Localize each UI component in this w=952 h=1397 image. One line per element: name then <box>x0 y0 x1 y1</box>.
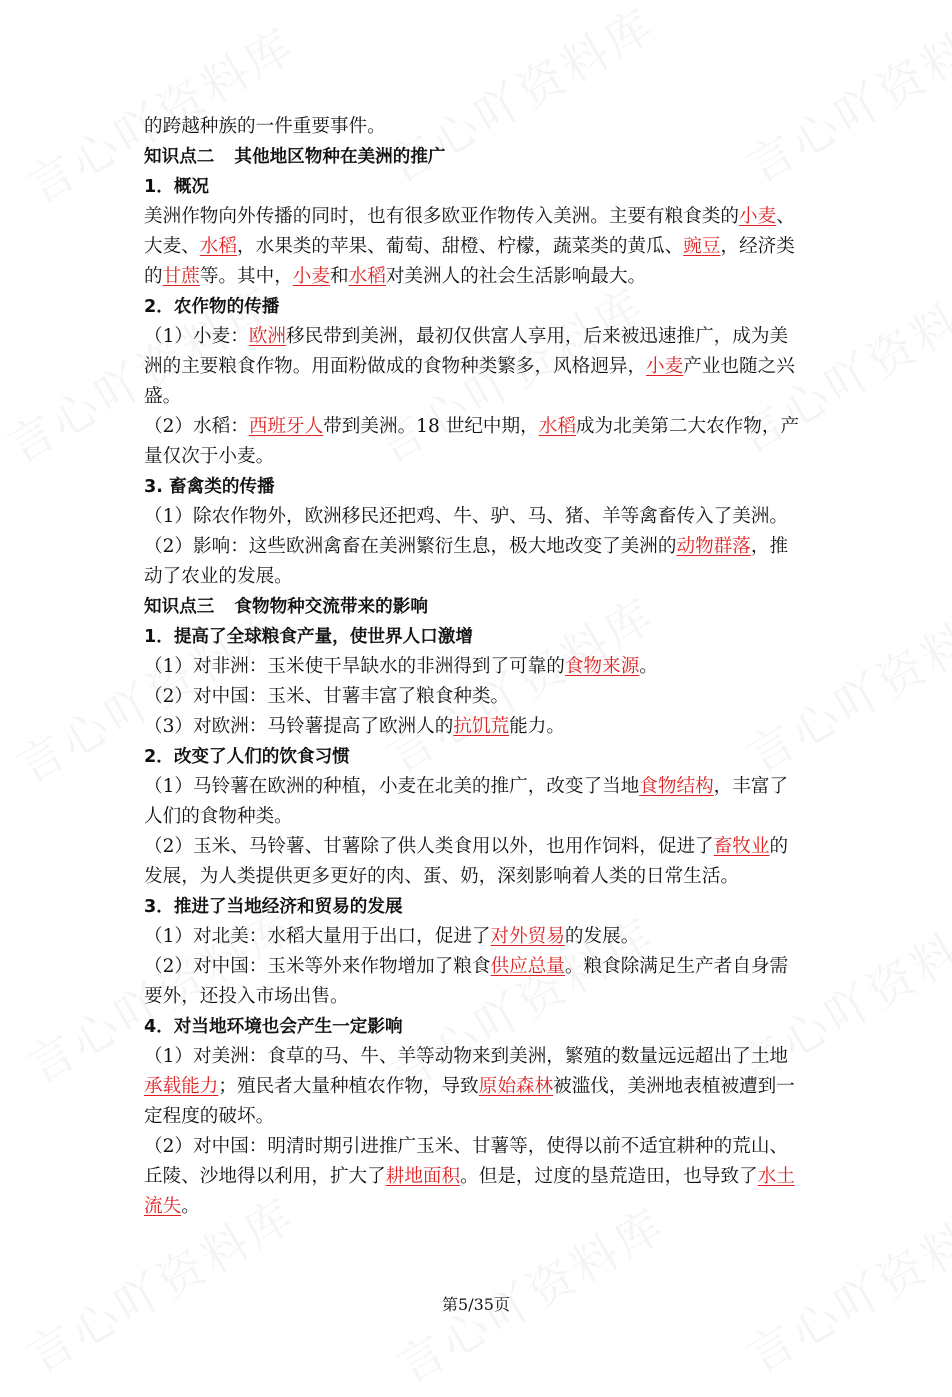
text-line <box>144 322 816 352</box>
answer-keyword: 西班牙人 <box>248 416 324 437</box>
text-fragment: 的 <box>144 266 163 287</box>
text-fragment: 丘陵、沙地得以利用，扩大了 <box>144 1166 386 1187</box>
knowledge-point-heading <box>144 142 816 172</box>
text-fragment: （1）对美洲：食草的马、牛、羊等动物来到美洲，繁殖的数量远远超出了土地 <box>144 1046 789 1067</box>
text-line <box>144 832 816 862</box>
text-fragment: 发展，为人类提供更多更好的肉、蛋、奶，深刻影响着人类的日常生活。 <box>144 866 740 887</box>
text-line <box>144 772 816 802</box>
text-line <box>144 682 816 712</box>
text-fragment: 大麦、 <box>144 236 200 257</box>
text-fragment: ，丰富了 <box>713 776 789 797</box>
text-line <box>144 802 816 832</box>
text-fragment: 、 <box>776 206 795 227</box>
text-fragment: （2）影响：这些欧洲禽畜在美洲繁衍生息，极大地改变了美洲的 <box>144 536 677 557</box>
text-line <box>144 262 816 292</box>
text-fragment: 量仅次于小麦。 <box>144 446 275 467</box>
section-heading <box>144 622 816 652</box>
text-fragment: 对美洲人的社会生活影响最大。 <box>385 266 647 287</box>
text-fragment: 4．对当地环境也会产生一定影响 <box>144 1017 403 1037</box>
answer-keyword: 甘蔗 <box>162 266 200 287</box>
text-fragment: ，推 <box>750 536 789 557</box>
section-heading <box>144 1012 816 1042</box>
text-fragment: 移民带到美洲，最初仅供富人享用，后来被迅速推广，成为美 <box>286 326 789 347</box>
text-fragment: 产业也随之兴 <box>683 356 795 377</box>
text-line <box>144 862 816 892</box>
answer-keyword: 供应总量 <box>490 956 565 977</box>
document-body <box>144 112 816 1222</box>
answer-keyword: 承载能力 <box>144 1076 219 1097</box>
text-line <box>144 952 816 982</box>
text-fragment: 美洲作物向外传播的同时，也有很多欧亚作物传入美洲。主要有粮食类的 <box>144 206 740 227</box>
answer-keyword: 小麦 <box>739 206 777 227</box>
answer-keyword: 食物来源 <box>564 656 640 677</box>
knowledge-point-label: 知识点三 <box>144 597 215 617</box>
answer-keyword: 水稻 <box>199 236 237 257</box>
text-fragment: 1．提高了全球粮食产量，使世界人口激增 <box>144 627 473 647</box>
text-fragment: （1）除农作物外，欧洲移民还把鸡、牛、驴、马、猪、羊等禽畜传入了美洲。 <box>144 506 789 527</box>
text-line <box>144 232 816 262</box>
text-line <box>144 412 816 442</box>
text-line <box>144 442 816 472</box>
text-line <box>144 652 816 682</box>
page-number: 第5/35页 <box>442 1295 510 1314</box>
section-heading <box>144 172 816 202</box>
text-fragment: 。 <box>181 1196 200 1217</box>
answer-keyword: 豌豆 <box>683 236 721 257</box>
text-fragment: 1．概况 <box>144 177 210 197</box>
text-fragment: 的 <box>769 836 789 857</box>
text-fragment: （2）对中国：玉米等外来作物增加了粮食 <box>144 956 491 977</box>
text-line <box>144 1162 816 1192</box>
text-line <box>144 382 816 412</box>
text-fragment: （1）对非洲：玉米使干旱缺水的非洲得到了可靠的 <box>144 656 565 677</box>
answer-keyword: 对外贸易 <box>490 926 565 947</box>
answer-keyword: 小麦 <box>646 356 684 377</box>
text-fragment: ，水果类的苹果、葡萄、甜橙、柠檬，蔬菜类的黄瓜、 <box>237 236 684 257</box>
section-heading <box>144 892 816 922</box>
answer-keyword: 耕地面积 <box>385 1166 461 1187</box>
knowledge-point-title: 其他地区物种在美洲的推广 <box>234 147 446 167</box>
answer-keyword: 食物结构 <box>639 776 714 797</box>
text-fragment: 2．改变了人们的饮食习惯 <box>144 747 350 767</box>
text-line <box>144 1072 816 1102</box>
text-line <box>144 112 816 142</box>
text-fragment: 人们的食物种类。 <box>144 806 293 827</box>
text-fragment: 。 <box>639 656 658 677</box>
answer-keyword: 水稻 <box>348 266 386 287</box>
text-fragment: 。粮食除满足生产者自身需 <box>564 956 789 977</box>
text-fragment: 等。其中， <box>199 266 293 287</box>
answer-keyword: 抗饥荒 <box>453 716 510 737</box>
text-fragment: 要外，还投入市场出售。 <box>144 986 349 1007</box>
text-fragment: ，经济类 <box>720 236 795 257</box>
text-line <box>144 1132 816 1162</box>
text-line <box>144 502 816 532</box>
text-fragment: （1）马铃薯在欧洲的种植，小麦在北美的推广，改变了当地 <box>144 776 640 797</box>
text-line <box>144 1102 816 1132</box>
text-line <box>144 1042 816 1072</box>
knowledge-point-title: 食物物种交流带来的影响 <box>234 597 428 617</box>
section-heading <box>144 472 816 502</box>
knowledge-point-label: 知识点二 <box>144 147 215 167</box>
text-fragment: 2．农作物的传播 <box>144 297 280 317</box>
text-fragment: 。但是，过度的垦荒造田，也导致了 <box>460 1166 758 1187</box>
text-fragment: 和 <box>330 266 349 287</box>
text-line <box>144 202 816 232</box>
text-fragment: ；殖民者大量种植农作物，导致 <box>218 1076 479 1097</box>
text-fragment: 3. 畜禽类的传播 <box>144 477 275 497</box>
text-fragment: （2）玉米、马铃薯、甘薯除了供人类食用以外，也用作饲料，促进了 <box>144 836 714 857</box>
answer-keyword: 畜牧业 <box>713 836 770 857</box>
text-line <box>144 982 816 1012</box>
text-fragment: 成为北美第二大农作物，产 <box>575 416 800 437</box>
answer-keyword: 水稻 <box>538 416 576 437</box>
text-line <box>144 712 816 742</box>
text-fragment: （1）小麦： <box>144 326 249 347</box>
text-fragment: 3．推进了当地经济和贸易的发展 <box>144 897 403 917</box>
text-fragment: （2）对中国：玉米、甘薯丰富了粮食种类。 <box>144 686 510 707</box>
text-line <box>144 352 816 382</box>
section-heading <box>144 742 816 772</box>
answer-keyword: 欧洲 <box>248 326 287 347</box>
text-fragment: 能力。 <box>509 716 565 737</box>
answer-keyword: 动物群落 <box>676 536 751 557</box>
answer-keyword: 流失 <box>144 1196 182 1217</box>
text-line <box>144 532 816 562</box>
text-fragment: （1）对北美：水稻大量用于出口，促进了 <box>144 926 491 947</box>
text-fragment: 洲的主要粮食作物。用面粉做成的食物种类繁多，风格迥异， <box>144 356 647 377</box>
answer-keyword: 原始森林 <box>478 1076 554 1097</box>
text-fragment: 被滥伐，美洲地表植被遭到一 <box>553 1076 795 1097</box>
text-fragment: 的跨越种族的一件重要事件。 <box>144 116 386 137</box>
answer-keyword: 小麦 <box>292 266 330 287</box>
text-line <box>144 1192 816 1222</box>
text-fragment: 的发展。 <box>564 926 640 947</box>
text-fragment: （2）对中国：明清时期引进推广玉米、甘薯等，使得以前不适宜耕种的荒山、 <box>144 1136 789 1157</box>
text-fragment: 定程度的破坏。 <box>144 1106 275 1127</box>
text-fragment: 动了农业的发展。 <box>144 566 293 587</box>
answer-keyword: 水土 <box>757 1166 795 1187</box>
text-line <box>144 562 816 592</box>
text-fragment: （2）水稻： <box>144 416 249 437</box>
text-fragment: 盛。 <box>144 386 182 407</box>
knowledge-point-heading <box>144 592 816 622</box>
text-fragment: 带到美洲。18 世纪中期， <box>323 416 539 437</box>
text-fragment: （3）对欧洲：马铃薯提高了欧洲人的 <box>144 716 454 737</box>
text-line <box>144 922 816 952</box>
section-heading <box>144 292 816 322</box>
